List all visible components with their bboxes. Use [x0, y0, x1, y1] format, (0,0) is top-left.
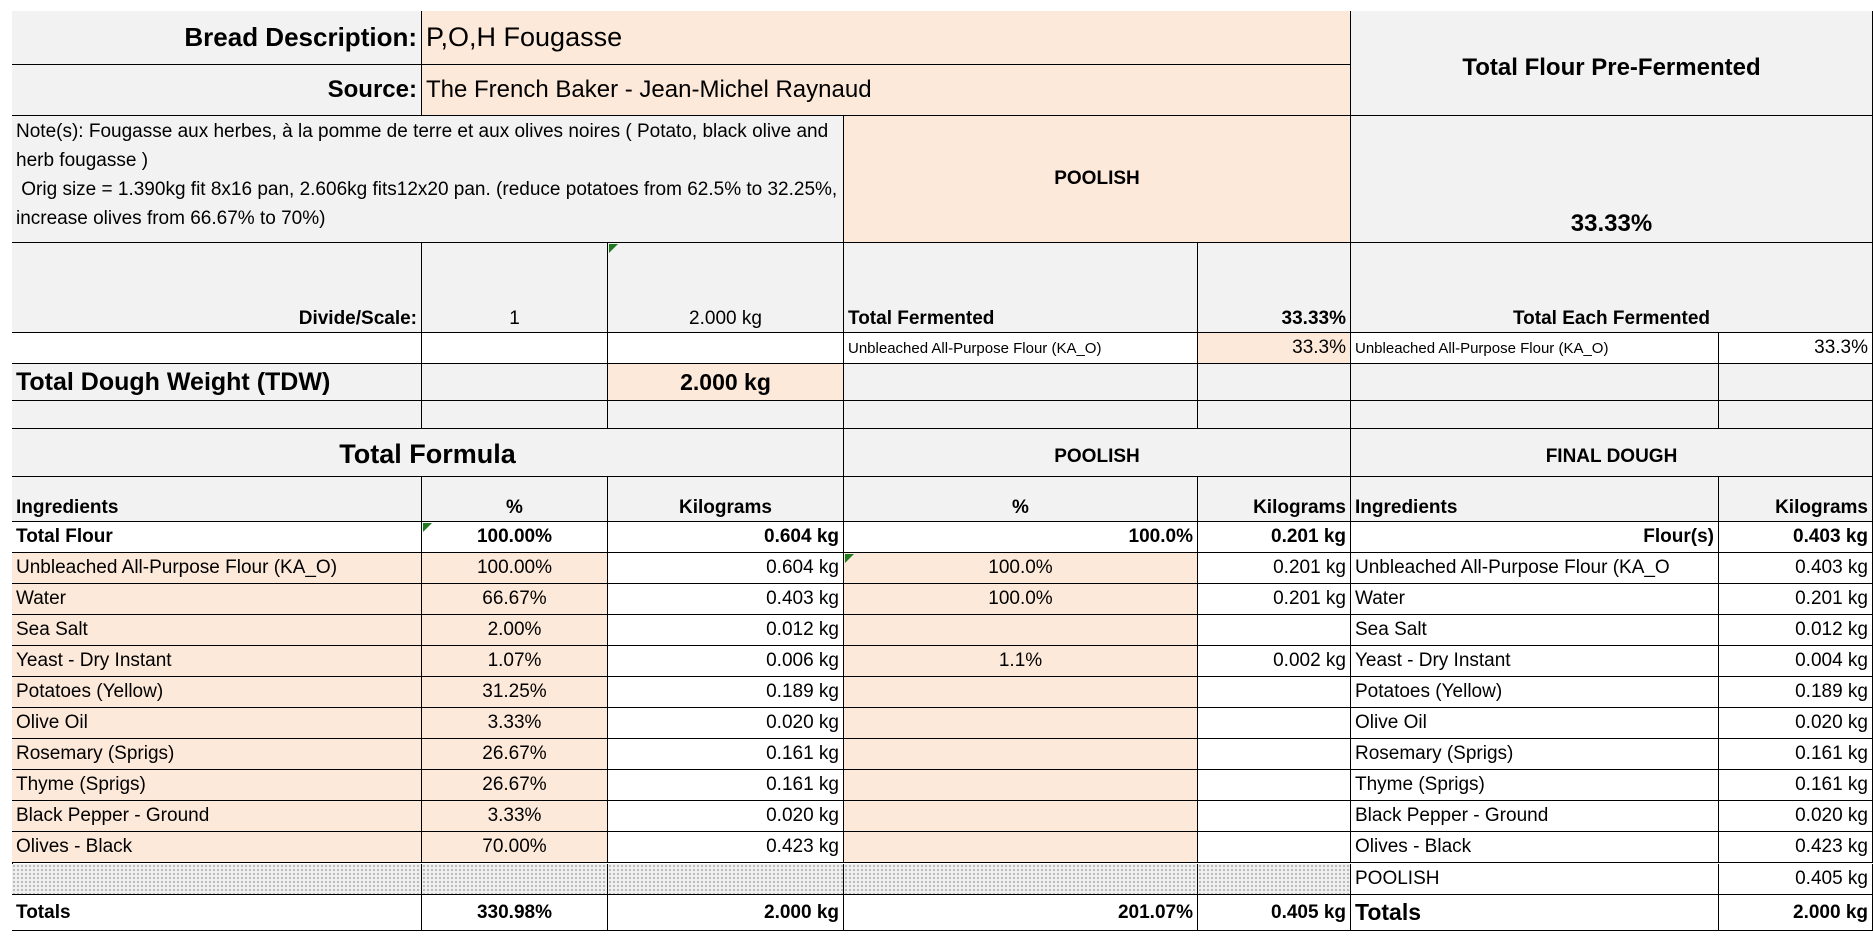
final-ingredient-name: Olives - Black [1351, 832, 1719, 863]
total-each-fermented-label: Total Each Fermented [1351, 243, 1873, 333]
poolish-kg [1198, 708, 1351, 739]
final-poolish-name: POOLISH [1351, 864, 1719, 895]
ingredient-pct-field[interactable]: 26.67% [422, 739, 608, 770]
ingredient-name-field[interactable]: Olive Oil [12, 708, 422, 739]
final-ingredient-kg: 0.161 kg [1719, 770, 1873, 801]
total-flour-prefermented-value: 33.33% [1351, 116, 1873, 243]
blank-cell [422, 333, 608, 364]
col-final-ingredients: Ingredients [1351, 477, 1719, 522]
poolish-pct-field[interactable] [844, 615, 1198, 646]
poolish-pct-field[interactable] [844, 801, 1198, 832]
notes-cell[interactable]: Note(s): Fougasse aux herbes, à la pomme de terre et aux olives noires ( Potato, black olive and herb fougasse ) Orig size = 1.390kg fit 8x16 pan, 2.606kg fits12x20 pan. (reduce potatoes from 62.5% to 32.25%, increase olives from 66.67% to 70%) [12, 116, 844, 243]
final-ingredient-kg: 0.403 kg [1719, 553, 1873, 584]
col-poolish-pct: % [844, 477, 1198, 522]
blank-cell [844, 401, 1198, 429]
ingredient-kg: 0.012 kg [608, 615, 844, 646]
divide-scale-label: Divide/Scale: [12, 243, 422, 333]
blank-cell [844, 364, 1198, 401]
blank-cell [422, 364, 608, 401]
ingredient-pct-field[interactable]: 66.67% [422, 584, 608, 615]
ingredient-name-field[interactable]: Rosemary (Sprigs) [12, 739, 422, 770]
total-fermented-value: 33.33% [1198, 243, 1351, 333]
total-flour-final-label: Flour(s) [1351, 522, 1719, 553]
blank-cell [12, 333, 422, 364]
final-ingredient-name: Sea Salt [1351, 615, 1719, 646]
totals-label: Totals [12, 895, 422, 931]
blank-cell [422, 401, 608, 429]
blank-cell [608, 333, 844, 364]
final-ingredient-kg: 0.020 kg [1719, 708, 1873, 739]
poolish-pct-field[interactable]: 100.0% [844, 584, 1198, 615]
final-ingredient-name: Olive Oil [1351, 708, 1719, 739]
poolish-kg: 0.201 kg [1198, 553, 1351, 584]
totals-poolish-pct: 201.07% [844, 895, 1198, 931]
ingredient-kg: 0.161 kg [608, 770, 844, 801]
col-poolish-kg: Kilograms [1198, 477, 1351, 522]
col-final-kg: Kilograms [1719, 477, 1873, 522]
final-ingredient-kg: 0.189 kg [1719, 677, 1873, 708]
poolish-kg [1198, 801, 1351, 832]
ingredient-pct-field[interactable]: 3.33% [422, 708, 608, 739]
totals-final-kg: 2.000 kg [1719, 895, 1873, 931]
ingredient-name-field[interactable]: Potatoes (Yellow) [12, 677, 422, 708]
final-ingredient-name: Thyme (Sprigs) [1351, 770, 1719, 801]
ingredient-kg: 0.006 kg [608, 646, 844, 677]
ingredient-name-field[interactable]: Thyme (Sprigs) [12, 770, 422, 801]
final-ingredient-name: Water [1351, 584, 1719, 615]
poolish-kg [1198, 739, 1351, 770]
fermented-flour-name: Unbleached All-Purpose Flour (KA_O) [844, 333, 1198, 364]
final-ingredient-name: Potatoes (Yellow) [1351, 677, 1719, 708]
comment-marker-icon [845, 554, 854, 563]
ingredient-pct-field[interactable]: 26.67% [422, 770, 608, 801]
blank-cell [1351, 364, 1719, 401]
total-flour-kg: 0.604 kg [608, 522, 844, 553]
ingredient-kg: 0.423 kg [608, 832, 844, 863]
total-flour-pct: 100.00% [422, 522, 608, 553]
ingredient-pct-field[interactable]: 70.00% [422, 832, 608, 863]
each-fermented-flour-name: Unbleached All-Purpose Flour (KA_O) [1351, 333, 1719, 364]
col-ingredients: Ingredients [12, 477, 422, 522]
poolish-pct-field[interactable]: 1.1% [844, 646, 1198, 677]
hatched-cell [608, 864, 844, 895]
blank-cell [12, 401, 422, 429]
ingredient-pct-field[interactable]: 3.33% [422, 801, 608, 832]
hatched-cell [844, 864, 1198, 895]
poolish-section-title: POOLISH [844, 429, 1351, 477]
ingredient-kg: 0.403 kg [608, 584, 844, 615]
comment-marker-icon [423, 523, 432, 532]
final-ingredient-name: Yeast - Dry Instant [1351, 646, 1719, 677]
hatched-cell [12, 864, 422, 895]
ingredient-kg: 0.020 kg [608, 801, 844, 832]
ingredient-name-field[interactable]: Water [12, 584, 422, 615]
ingredient-kg: 0.189 kg [608, 677, 844, 708]
tdw-label: Total Dough Weight (TDW) [12, 364, 422, 401]
poolish-kg [1198, 770, 1351, 801]
total-fermented-label: Total Fermented [844, 243, 1198, 333]
col-pct: % [422, 477, 608, 522]
poolish-kg [1198, 615, 1351, 646]
total-flour-prefermented-title: Total Flour Pre-Fermented [1351, 11, 1873, 116]
ingredient-name-field[interactable]: Unbleached All-Purpose Flour (KA_O) [12, 553, 422, 584]
totals-pct: 330.98% [422, 895, 608, 931]
final-ingredient-kg: 0.161 kg [1719, 739, 1873, 770]
col-kilograms: Kilograms [608, 477, 844, 522]
final-poolish-kg: 0.405 kg [1719, 864, 1873, 895]
fermented-flour-pct-field[interactable]: 33.3% [1198, 333, 1351, 364]
final-ingredient-kg: 0.004 kg [1719, 646, 1873, 677]
poolish-pct-field[interactable] [844, 739, 1198, 770]
ingredient-pct-field[interactable]: 31.25% [422, 677, 608, 708]
source-label: Source: [12, 65, 422, 116]
ingredient-name-field[interactable]: Black Pepper - Ground [12, 801, 422, 832]
ingredient-pct-field[interactable]: 100.00% [422, 553, 608, 584]
hatched-cell [1198, 864, 1351, 895]
totals-poolish-kg: 0.405 kg [1198, 895, 1351, 931]
total-formula-title: Total Formula [12, 429, 844, 477]
bread-description-field[interactable]: P,O,H Fougasse [422, 11, 1351, 65]
final-ingredient-name: Black Pepper - Ground [1351, 801, 1719, 832]
blank-cell [1351, 401, 1719, 429]
poolish-pct-field[interactable] [844, 708, 1198, 739]
poolish-pct-field[interactable] [844, 677, 1198, 708]
final-dough-section-title: FINAL DOUGH [1351, 429, 1873, 477]
totals-kg: 2.000 kg [608, 895, 844, 931]
blank-cell [608, 401, 844, 429]
ingredient-name-field[interactable]: Yeast - Dry Instant [12, 646, 422, 677]
poolish-pct-field[interactable]: 100.0% [844, 553, 1198, 584]
ingredient-name-field[interactable]: Olives - Black [12, 832, 422, 863]
blank-cell [1198, 401, 1351, 429]
blank-cell [1719, 364, 1873, 401]
divide-field[interactable]: 1 [422, 243, 608, 333]
ingredient-pct-field[interactable]: 2.00% [422, 615, 608, 646]
ingredient-name-field[interactable]: Sea Salt [12, 615, 422, 646]
preferment-name-field[interactable]: POOLISH [844, 116, 1351, 243]
each-fermented-flour-pct: 33.3% [1719, 333, 1873, 364]
final-ingredient-kg: 0.423 kg [1719, 832, 1873, 863]
scale-weight-field[interactable]: 2.000 kg [608, 243, 844, 333]
poolish-kg: 0.002 kg [1198, 646, 1351, 677]
ingredient-kg: 0.161 kg [608, 739, 844, 770]
total-flour-poolish-kg: 0.201 kg [1198, 522, 1351, 553]
poolish-pct-field[interactable] [844, 832, 1198, 863]
totals-final-label: Totals [1351, 895, 1719, 931]
final-ingredient-kg: 0.012 kg [1719, 615, 1873, 646]
hatched-cell [422, 864, 608, 895]
final-ingredient-kg: 0.201 kg [1719, 584, 1873, 615]
total-flour-poolish-pct: 100.0% [844, 522, 1198, 553]
poolish-kg: 0.201 kg [1198, 584, 1351, 615]
blank-cell [1719, 401, 1873, 429]
bread-description-label: Bread Description: [12, 11, 422, 65]
tdw-value: 2.000 kg [608, 364, 844, 401]
ingredient-pct-field[interactable]: 1.07% [422, 646, 608, 677]
poolish-kg [1198, 677, 1351, 708]
poolish-kg [1198, 832, 1351, 863]
source-field[interactable]: The French Baker - Jean-Michel Raynaud [422, 65, 1351, 116]
final-ingredient-name: Unbleached All-Purpose Flour (KA_O [1351, 553, 1719, 584]
total-flour-final-kg: 0.403 kg [1719, 522, 1873, 553]
ingredient-kg: 0.020 kg [608, 708, 844, 739]
ingredient-kg: 0.604 kg [608, 553, 844, 584]
final-ingredient-kg: 0.020 kg [1719, 801, 1873, 832]
poolish-pct-field[interactable] [844, 770, 1198, 801]
comment-marker-icon [609, 244, 618, 253]
final-ingredient-name: Rosemary (Sprigs) [1351, 739, 1719, 770]
total-flour-name: Total Flour [12, 522, 422, 553]
blank-cell [1198, 364, 1351, 401]
